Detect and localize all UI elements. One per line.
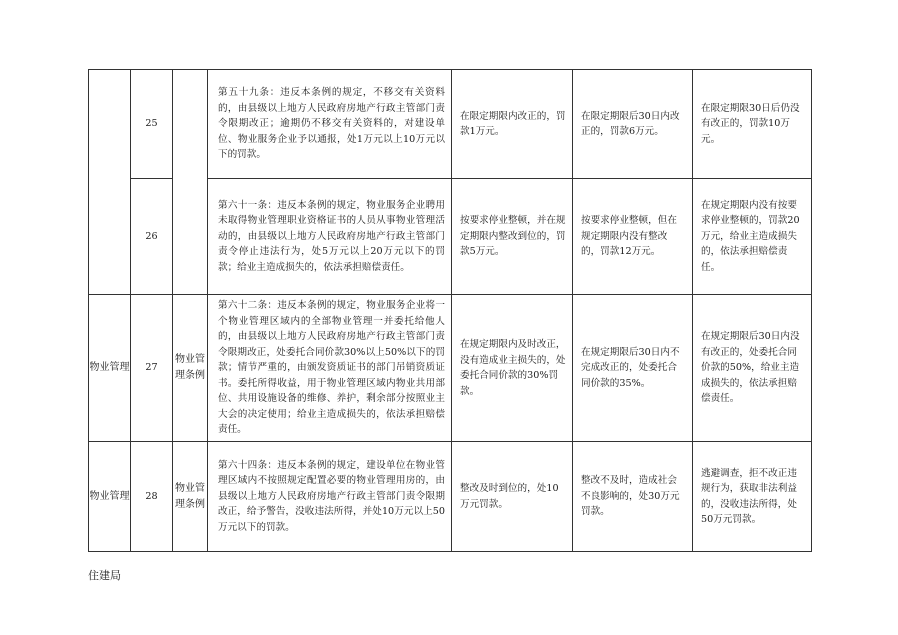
table-row <box>89 70 812 179</box>
number-cell: 26 <box>131 179 173 295</box>
category-cell: 物业管理 <box>89 442 131 552</box>
penalty-medium-cell: 在规定期限后30日内不完成改正的，处委托合同价款的35%。 <box>573 295 693 442</box>
number-cell: 27 <box>131 295 173 442</box>
penalty-medium-cell: 整改不及时，造成社会不良影响的，处30万元罚款。 <box>573 442 693 552</box>
penalty-heavy-cell: 逃避调查，拒不改正违规行为，获取非法利益的，没收违法所得，处50万元罚款。 <box>693 442 812 552</box>
number-cell: 28 <box>131 442 173 552</box>
clause-cell: 第六十二条：违反本条例的规定，物业服务企业将一个物业管理区域内的全部物业管理一并委托给他人的，由县级以上地方人民政府房地产行政主管部门责令限期改正，处委托合同价款30%以上50%以下的罚款；情节严重的，由颁发资质证书的部门吊销资质证书。委托所得收益，用于物业管理区域内物业共用部位、共用设施设备的维修、养护，剩余部分按照业主大会的决定使用；给业主造成损失的，依法承担赔偿责任。 <box>208 295 452 442</box>
penalty-light-cell: 整改及时到位的，处10万元罚款。 <box>452 442 573 552</box>
category-cell: 物业管理 <box>89 295 131 442</box>
penalty-heavy-cell: 在规定期限后30日内没有改正的，处委托合同价款的50%，给业主造成损失的，依法承担赔偿责任。 <box>693 295 812 442</box>
penalty-light-cell: 按要求停业整顿，并在规定期限内整改到位的，罚款5万元。 <box>452 179 573 295</box>
penalty-light-cell: 在规定期限内及时改正，没有造成业主损失的，处委托合同价款的30%罚款。 <box>452 295 573 442</box>
clause-cell: 第六十一条：违反本条例的规定，物业服务企业聘用未取得物业管理职业资格证书的人员从事物业管理活动的，由县级以上地方人民政府房地产行政主管部门责令停止违法行为，处5万元以上20万元以下的罚款；给业主造成损失的，依法承担赔偿责任。 <box>208 179 452 295</box>
item-cell: 物业管理条例 <box>173 442 208 552</box>
clause-cell: 第五十九条：违反本条例的规定，不移交有关资料的，由县级以上地方人民政府房地产行政主管部门责令限期改正；逾期仍不移交有关资料的，对建设单位、物业服务企业予以通报，处1万元以上10万元以下的罚款。 <box>208 70 452 179</box>
number-cell: 25 <box>131 70 173 179</box>
penalty-heavy-cell: 在限定期限30日后仍没有改正的，罚款10万元。 <box>693 70 812 179</box>
penalty-medium-cell: 按要求停业整顿，但在规定期限内没有整改的，罚款12万元。 <box>573 179 693 295</box>
table-row <box>89 442 812 552</box>
item-cell <box>173 70 208 295</box>
penalty-medium-cell: 在限定期限后30日内改正的，罚款6万元。 <box>573 70 693 179</box>
penalty-heavy-cell: 在规定期限内没有按要求停业整顿的，罚款20万元，给业主造成损失的，依法承担赔偿责任。 <box>693 179 812 295</box>
penalty-table <box>88 69 812 552</box>
department-label: 住建局 <box>88 569 121 582</box>
item-cell: 物业管理条例 <box>173 295 208 442</box>
penalty-light-cell: 在限定期限内改正的，罚款1万元。 <box>452 70 573 179</box>
table-row <box>89 295 812 442</box>
clause-cell: 第六十四条：违反本条例的规定，建设单位在物业管理区域内不按照规定配置必要的物业管理用房的，由县级以上地方人民政府房地产行政主管部门责令限期改正，给予警告，没收违法所得，并处10万元以上50万元以下的罚款。 <box>208 442 452 552</box>
category-cell <box>89 70 131 295</box>
